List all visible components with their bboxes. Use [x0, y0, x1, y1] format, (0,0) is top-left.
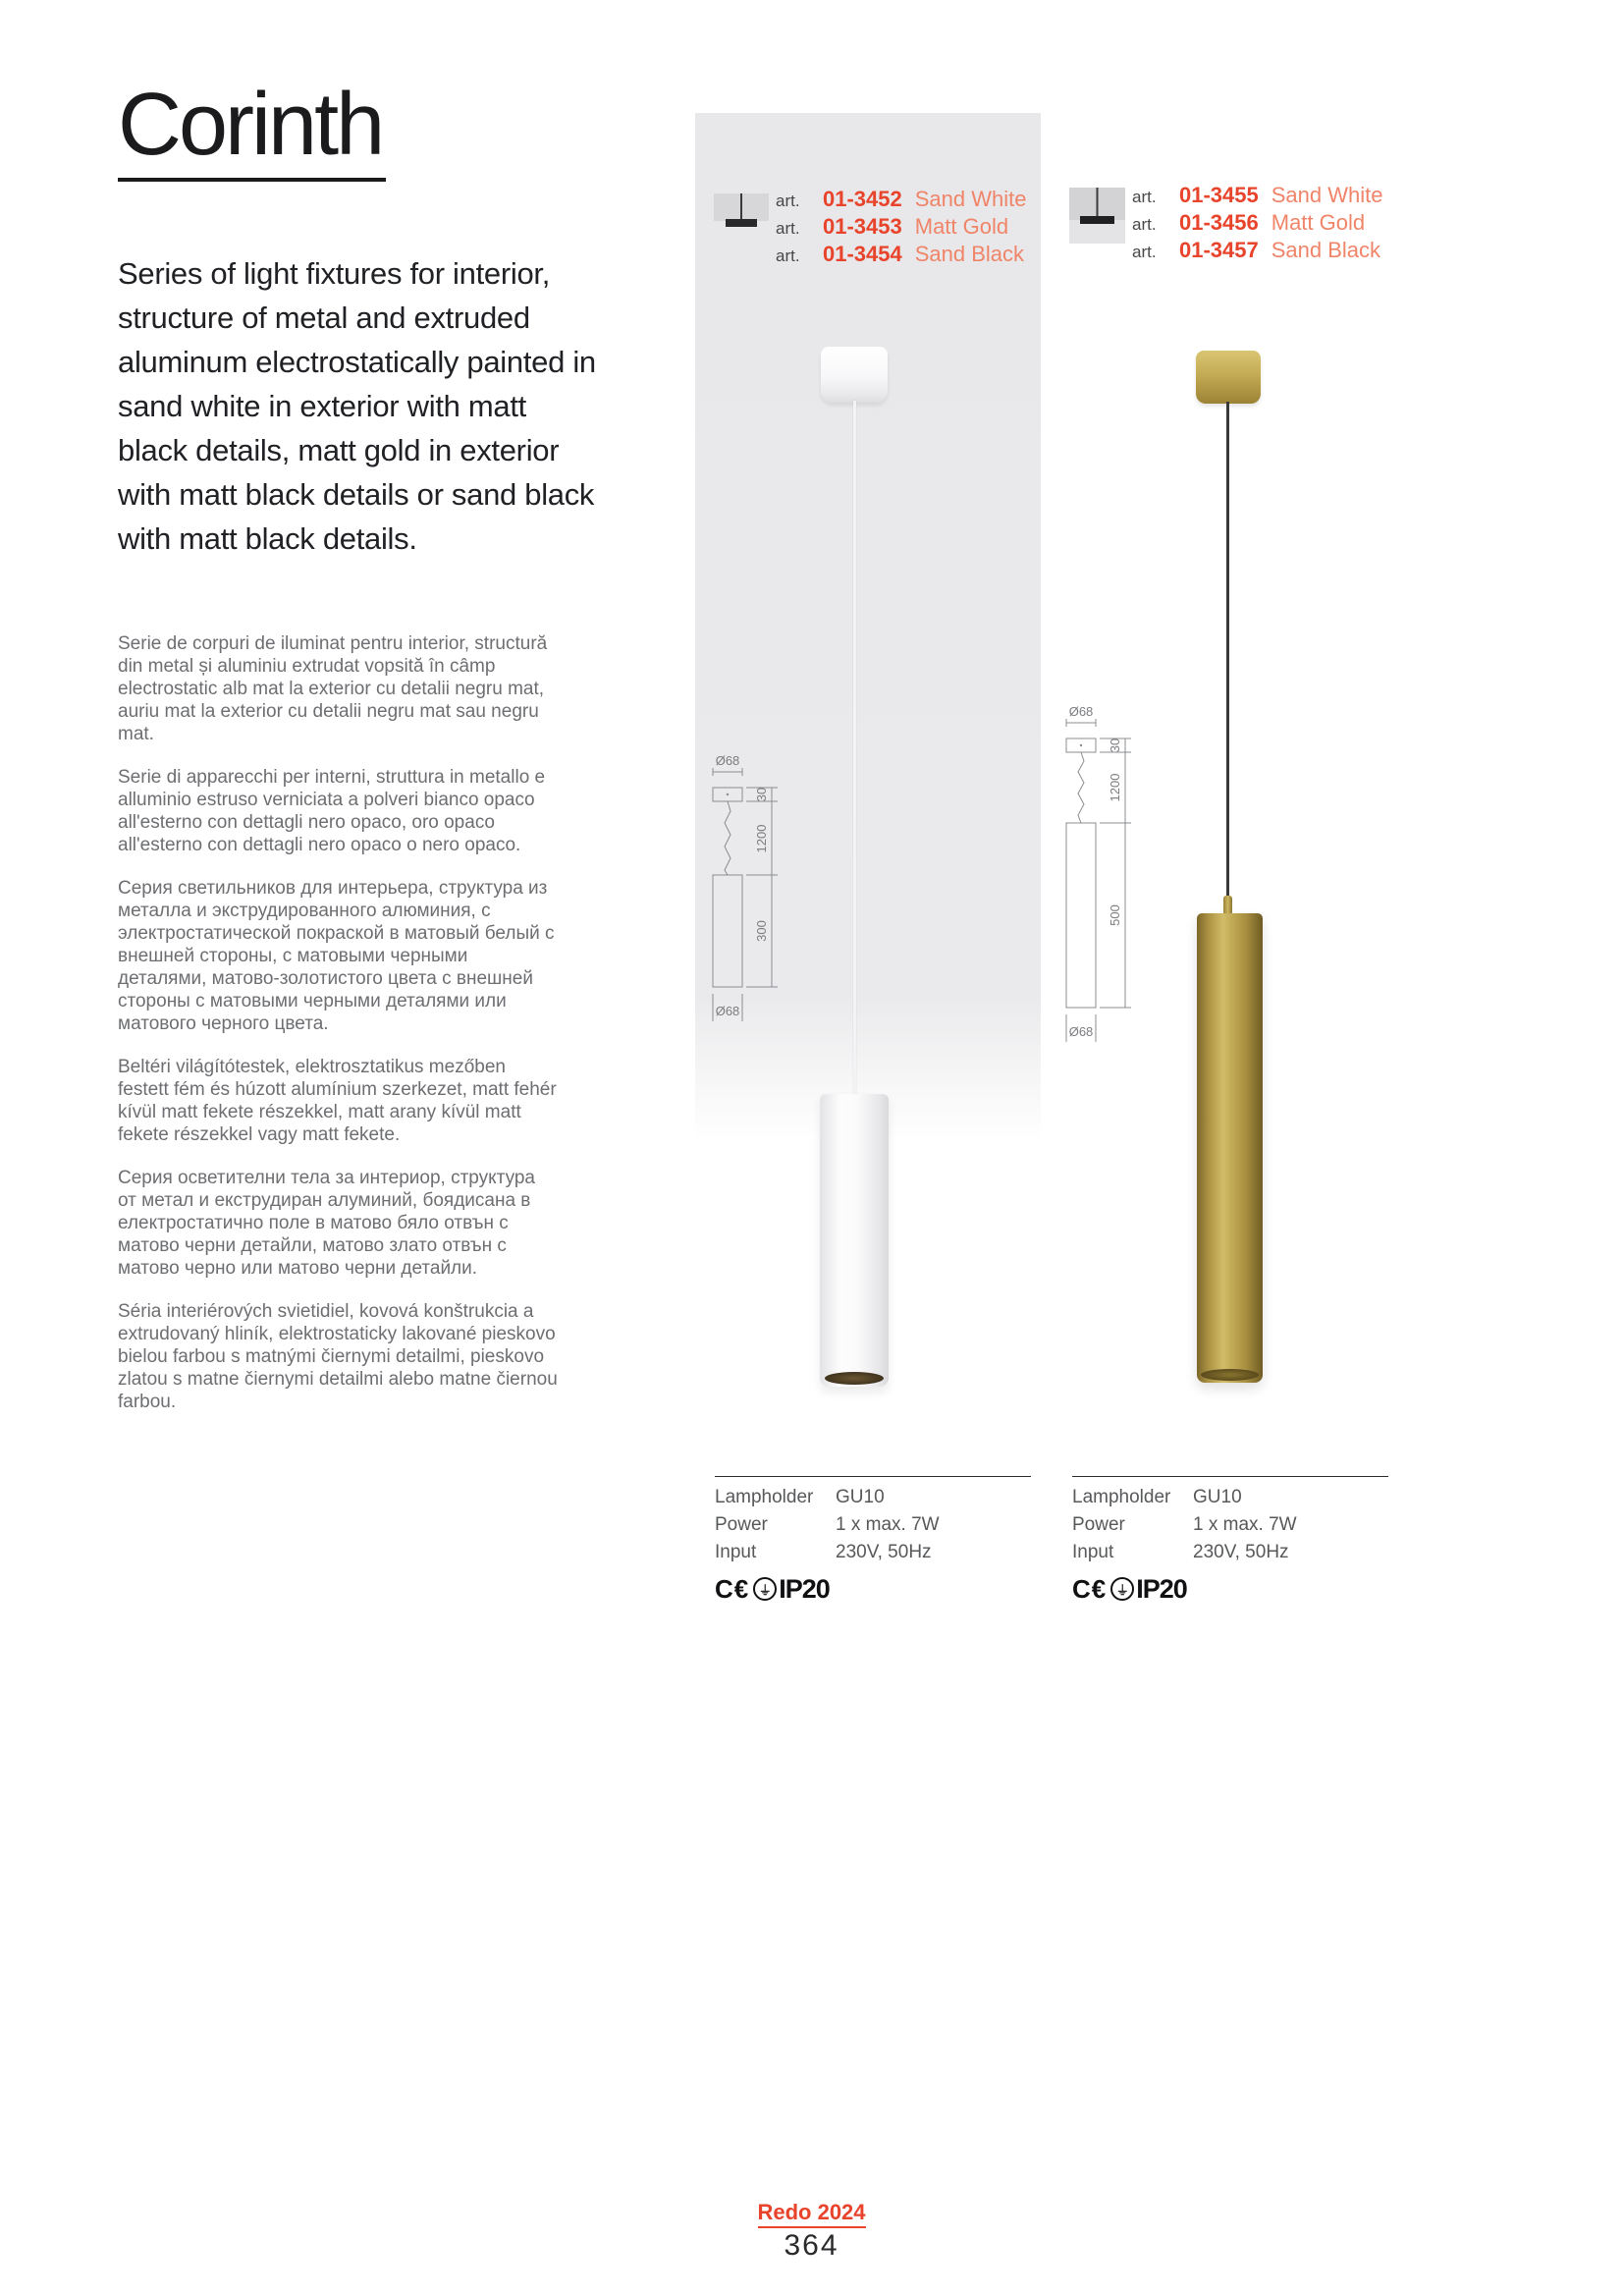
art-finish: Matt Gold — [1271, 210, 1366, 235]
spec-row — [715, 1487, 1031, 1514]
spec-row — [715, 1542, 1031, 1569]
intro-paragraph-en: Series of light fixtures for interior, structure of metal and extruded aluminum electrostatically painted in sand white in exterior with matt black details, matt gold in exterior with matt black details or sand black with matt black details. — [118, 256, 596, 556]
spec-table-right — [1072, 1476, 1388, 1604]
spec-label: Input — [715, 1542, 757, 1562]
art-code: 01-3455 — [1179, 183, 1259, 207]
footer-page-number: 364 — [784, 2229, 839, 2262]
gold-pendant-bottom-rim — [1201, 1369, 1259, 1381]
art-code: 01-3453 — [823, 214, 902, 239]
ce-mark-icon: C€ — [715, 1573, 750, 1604]
spec-value: GU10 — [836, 1487, 885, 1507]
dim-body-length: 300 — [754, 920, 769, 942]
dim-bottom-diameter: Ø68 — [715, 1004, 740, 1018]
ip-rating-badge: IP20 — [779, 1573, 830, 1604]
art-finish: Sand White — [914, 187, 1027, 211]
description-bg: Серия осветителни тела за интериор, структура от метал и екструдиран алуминий, боядисана в електростатично поле в матово бяло отвън с матово черни детайли, матово злато отвън с матово черно или матово черни детайли. — [118, 1168, 535, 1279]
spec-value: GU10 — [1193, 1487, 1242, 1507]
art-label: art. — [1132, 243, 1157, 261]
art-label: art. — [776, 246, 800, 265]
dim-top-diameter: Ø68 — [715, 753, 740, 768]
ip-rating-badge: IP20 — [1136, 1573, 1187, 1604]
art-list-left — [776, 187, 1026, 269]
description-it: Serie di apparecchi per interni, struttura in metallo e alluminio estruso verniciata a polveri bianco opaco all'esterno con dettagli nero opaco, oro opaco all'esterno con dettagli nero opaco o nero opaco. — [118, 767, 546, 855]
art-finish: Sand Black — [1271, 238, 1381, 262]
dim-canopy-height: 30 — [754, 787, 769, 802]
spec-value: 1 x max. 7W — [836, 1514, 940, 1535]
footer-brand-link[interactable]: Redo 2024 — [757, 2200, 865, 2228]
gold-pendant-canopy — [1196, 351, 1261, 404]
white-pendant-tube — [820, 1094, 889, 1387]
spec-table-left — [715, 1476, 1031, 1604]
dim-cable-length: 1200 — [754, 824, 769, 853]
art-finish: Sand White — [1271, 183, 1383, 207]
spec-label: Power — [715, 1514, 768, 1535]
art-finish: Matt Gold — [914, 214, 1009, 239]
pendant-mount-icon — [1069, 188, 1125, 248]
spec-value: 230V, 50Hz — [836, 1542, 932, 1562]
earth-ground-icon: ⏚ — [1110, 1577, 1134, 1601]
art-label: art. — [776, 191, 800, 210]
gold-pendant-cable-grip — [1223, 896, 1232, 915]
white-pendant-cable — [853, 401, 856, 1096]
description-sk: Séria interiérových svietidiel, kovová konštrukcia a extrudovaný hliník, elektrostaticky lakované pieskovo bielou farbou s matnými čiernymi detailmi, pieskovo zlatou s matne čiernymi detailmi alebo matne čiernou farbou. — [118, 1301, 558, 1412]
spec-label: Input — [1072, 1542, 1114, 1562]
dim-canopy-height: 30 — [1108, 738, 1122, 753]
art-code: 01-3457 — [1179, 238, 1259, 262]
art-row — [776, 214, 1026, 239]
art-row — [776, 242, 1026, 266]
tech-drawing-left — [685, 752, 803, 1032]
spec-row — [1072, 1542, 1388, 1569]
dim-body-length: 500 — [1108, 904, 1122, 926]
pendant-mount-icon — [714, 193, 769, 234]
art-code: 01-3454 — [823, 242, 902, 266]
description-ru: Серия светильников для интерьера, структура из металла и экструдированного алюминия, с электростатической покраской в матовый белый с внешней стороны, с матовыми черными деталями, матово-золотистого цвета с внешней стороны с матовыми черными деталями или матового черного цвета. — [118, 878, 555, 1034]
art-label: art. — [776, 219, 800, 238]
art-code: 01-3452 — [823, 187, 902, 211]
dim-top-diameter: Ø68 — [1068, 704, 1094, 719]
art-code: 01-3456 — [1179, 210, 1259, 235]
ce-mark-icon: C€ — [1072, 1573, 1108, 1604]
art-label: art. — [1132, 188, 1157, 206]
spec-label: Lampholder — [715, 1487, 814, 1507]
spec-row — [1072, 1487, 1388, 1514]
spec-value: 1 x max. 7W — [1193, 1514, 1297, 1535]
certification-marks — [715, 1574, 1031, 1604]
white-pendant-canopy — [821, 347, 888, 403]
gold-pendant-tube — [1197, 913, 1263, 1383]
white-pendant-bottom-rim — [825, 1372, 884, 1385]
spec-label: Power — [1072, 1514, 1125, 1535]
gold-pendant-cable — [1226, 402, 1229, 915]
art-finish: Sand Black — [914, 242, 1025, 266]
art-row — [1132, 238, 1382, 262]
spec-label: Lampholder — [1072, 1487, 1171, 1507]
certification-marks — [1072, 1574, 1388, 1604]
spec-row — [1072, 1514, 1388, 1542]
page-title: Corinth — [118, 79, 386, 182]
dim-bottom-diameter: Ø68 — [1068, 1024, 1094, 1039]
art-list-right — [1132, 183, 1382, 265]
description-hu: Beltéri világítótestek, elektrosztatikus mezőben festett fém és húzott alumínium szerkezet, matt fehér kívül matt fekete részekkel, matt arany kívül matt fekete részekkel vagy matt fekete. — [118, 1057, 557, 1145]
art-row — [1132, 210, 1382, 235]
art-label: art. — [1132, 215, 1157, 234]
multilingual-descriptions — [118, 632, 558, 1434]
spec-value: 230V, 50Hz — [1193, 1542, 1289, 1562]
tech-drawing-right — [1039, 703, 1157, 1052]
art-row — [776, 187, 1027, 211]
spec-row — [715, 1514, 1031, 1542]
description-ro: Serie de corpuri de iluminat pentru interior, structură din metal și aluminiu extrudat vopsită în câmp electrostatic alb mat la exterior cu detalii negru mat, auriu mat la exterior cu detalii negru mat sau negru mat. — [118, 633, 548, 744]
dim-cable-length: 1200 — [1108, 773, 1122, 802]
earth-ground-icon: ⏚ — [753, 1577, 777, 1601]
art-row — [1132, 183, 1383, 207]
